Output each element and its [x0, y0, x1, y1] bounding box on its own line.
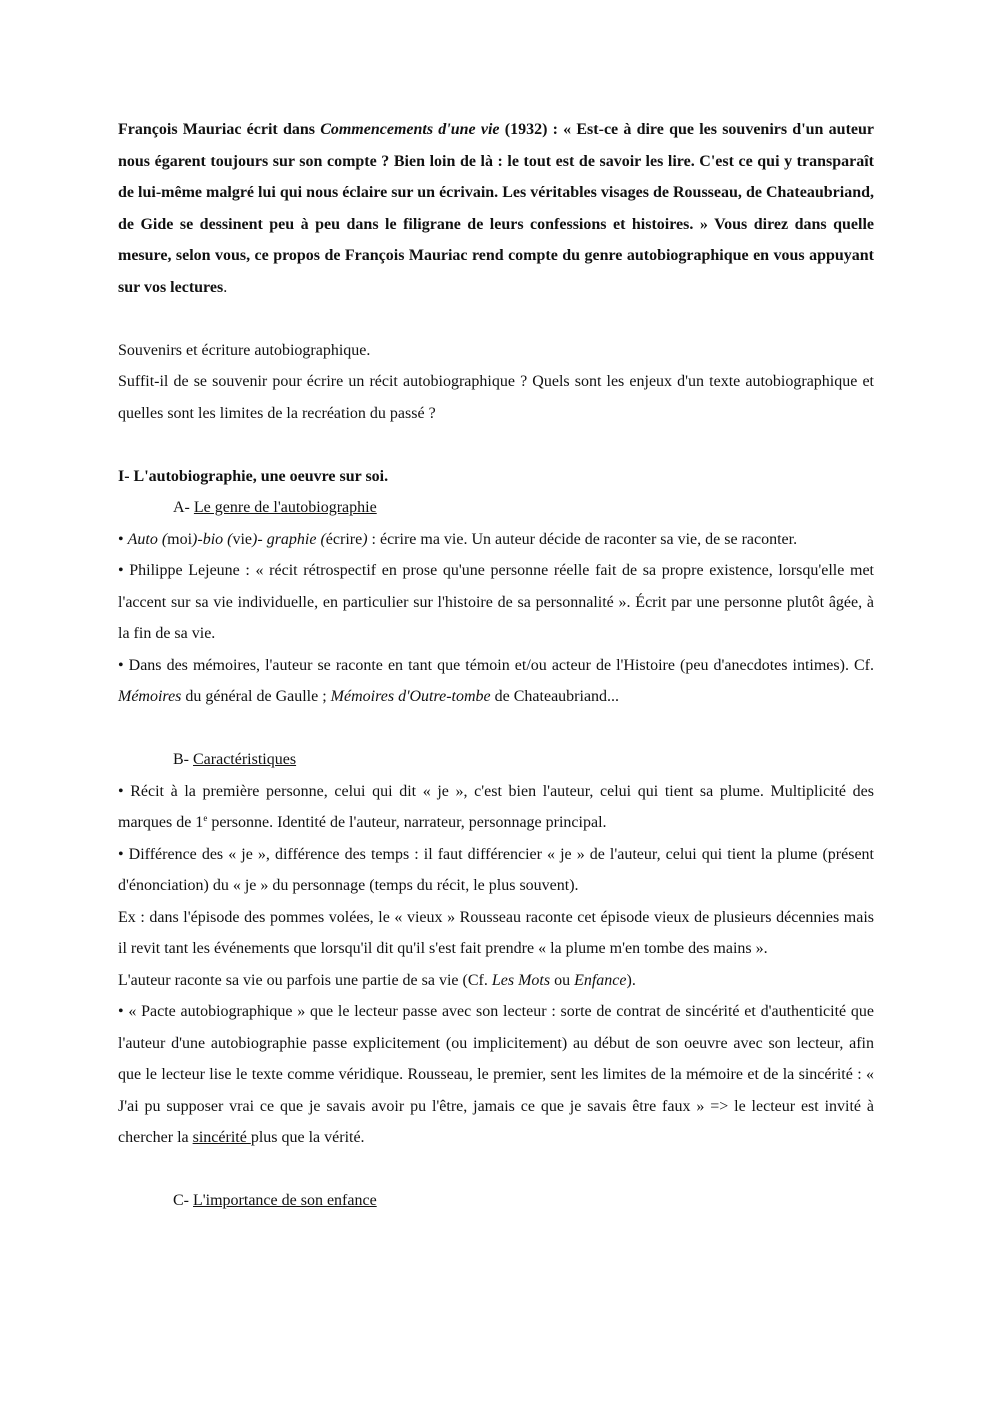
intro-paragraph [118, 114, 874, 303]
pacte-text-a: • « Pacte autobiographique » que le lecteur passe avec son lecteur : sorte de contrat de sincérité et d'authenticité que l'auteur d'une autobiographie passe explicitement (ou implicitement) au début de son oeuvre avec son lecteur, afin que le lecteur lise le texte comme véridique. Rousseau, le premier, sent les limites de la mémoire et de la sincérité : « J'ai pu supposer vrai ce que je savais avoir pu l'être, jamais ce que je savais être faux » => le lecteur est invité à chercher la [118, 1003, 874, 1146]
section-c-title: L'importance de son enfance [193, 1192, 377, 1209]
memoires-text-a: • Dans des mémoires, l'auteur se raconte en tant que témoin et/ou acteur de l'Histoire (peu d'anecdotes intimes). Cf. [118, 656, 874, 674]
spacer [118, 303, 874, 335]
bullet: • [118, 530, 128, 548]
etym-moi: moi [167, 530, 193, 548]
section-a-heading [118, 492, 874, 524]
section-a-paragraph-1 [118, 524, 874, 556]
works-text-a: L'auteur raconte sa vie ou parfois une partie de sa vie (Cf. [118, 971, 492, 989]
section-b-paragraph-3: Ex : dans l'épisode des pommes volées, le « vieux » Rousseau raconte cet épisode vieux de plusieurs décennies mais il revit tant les événements que lorsqu'il dit qu'il s'est fait prendre « la plume m'en tombe des mains ». [118, 908, 874, 957]
section-b-title: Caractéristiques [193, 751, 297, 768]
etym-ecrire: écrire [325, 530, 363, 548]
etym-graphie: )- graphie ( [252, 530, 326, 548]
works-text-c: ou [550, 971, 575, 989]
section-a-paragraph-3 [118, 650, 874, 713]
part1-heading: I- L'autobiographie, une oeuvre sur soi. [118, 467, 389, 485]
enfance-title: Enfance [574, 971, 627, 989]
intro-book-title: Commencements d'une vie [320, 121, 500, 138]
etym-definition: : écrire ma vie. Un auteur décide de raconter sa vie, de se raconter. [367, 530, 798, 548]
les-mots-title: Les Mots [491, 971, 551, 989]
section-b-paragraph-1 [118, 776, 874, 839]
etym-auto: Auto ( [127, 530, 168, 548]
recit-text-a: • Récit à la première personne, celui qui dit « je », c'est bien l'auteur, celui qui tient sa plume. Multiplicité des marques de 1 [118, 782, 874, 831]
outre-tombe-title: Mémoires d'Outre-tombe [330, 688, 491, 705]
section-b-prefix: B- [173, 751, 193, 768]
memoires-title: Mémoires [118, 688, 182, 705]
spacer [118, 429, 874, 461]
intro-text-d: . [223, 278, 228, 296]
etym-bio: )-bio ( [192, 530, 233, 548]
section-a-title: Le genre de l'autobiographie [193, 499, 377, 516]
memoires-text-e: de Chateaubriand... [490, 688, 620, 705]
etym-vie: vie [232, 530, 253, 548]
superscript: e [203, 813, 208, 823]
section-a-paragraph-2: • Philippe Lejeune : « récit rétrospectif en prose qu'une personne réelle fait de sa propre existence, lorsqu'elle met l'accent sur sa vie individuelle, en particulier sur l'histoire de sa personnalité ». Écrit par une personne plutôt âgée, à la fin de sa vie. [118, 562, 874, 642]
spacer [118, 713, 874, 745]
document-page [118, 114, 874, 1217]
section-b-paragraph-5 [118, 996, 874, 1154]
pacte-text-c: plus que la vérité. [250, 1129, 365, 1146]
subject-question: Suffit-il de se souvenir pour écrire un récit autobiographique ? Quels sont les enjeux d'un texte autobiographique et quelles sont les limites de la recréation du passé ? [118, 373, 874, 422]
recit-text-b: personne. Identité de l'auteur, narrateur, personnage principal. [207, 814, 607, 831]
works-text-e: ). [626, 971, 636, 989]
section-c-prefix: C- [173, 1192, 193, 1209]
section-a-prefix: A- [173, 499, 194, 516]
section-b-paragraph-4 [118, 965, 874, 997]
section-b-paragraph-2: • Différence des « je », différence des temps : il faut différencier « je » de l'auteur, celui qui tient la plume (présent d'énonciation) du « je » du personnage (temps du récit, le plus souvent). [118, 845, 874, 894]
spacer [118, 1154, 874, 1186]
section-c-heading [118, 1185, 874, 1217]
section-b-heading [118, 744, 874, 776]
intro-text-a: François Mauriac écrit dans [118, 121, 321, 138]
subject-title: Souvenirs et écriture autobiographique. [118, 341, 371, 359]
etym-close: ) [362, 530, 368, 548]
intro-text-c: (1932) : « Est-ce à dire que les souvenirs d'un auteur nous égarent toujours sur son compte ? Bien loin de là : le tout est de savoir les lire. C'est ce qui y transparaît de lui-même malgré lui qui nous éclaire sur un écrivain. Les véritables visages de Rousseau, de Chateaubriand, de Gide se dessinent peu à peu dans le filigrane de leurs confessions et histoires. » Vous direz dans quelle mesure, selon vous, ce propos de François Mauriac rend compte du genre autobiographique en vous appuyant sur vos lectures [118, 121, 875, 296]
sincerite-word: sincérité [192, 1129, 251, 1146]
memoires-text-c: du général de Gaulle ; [181, 688, 331, 705]
